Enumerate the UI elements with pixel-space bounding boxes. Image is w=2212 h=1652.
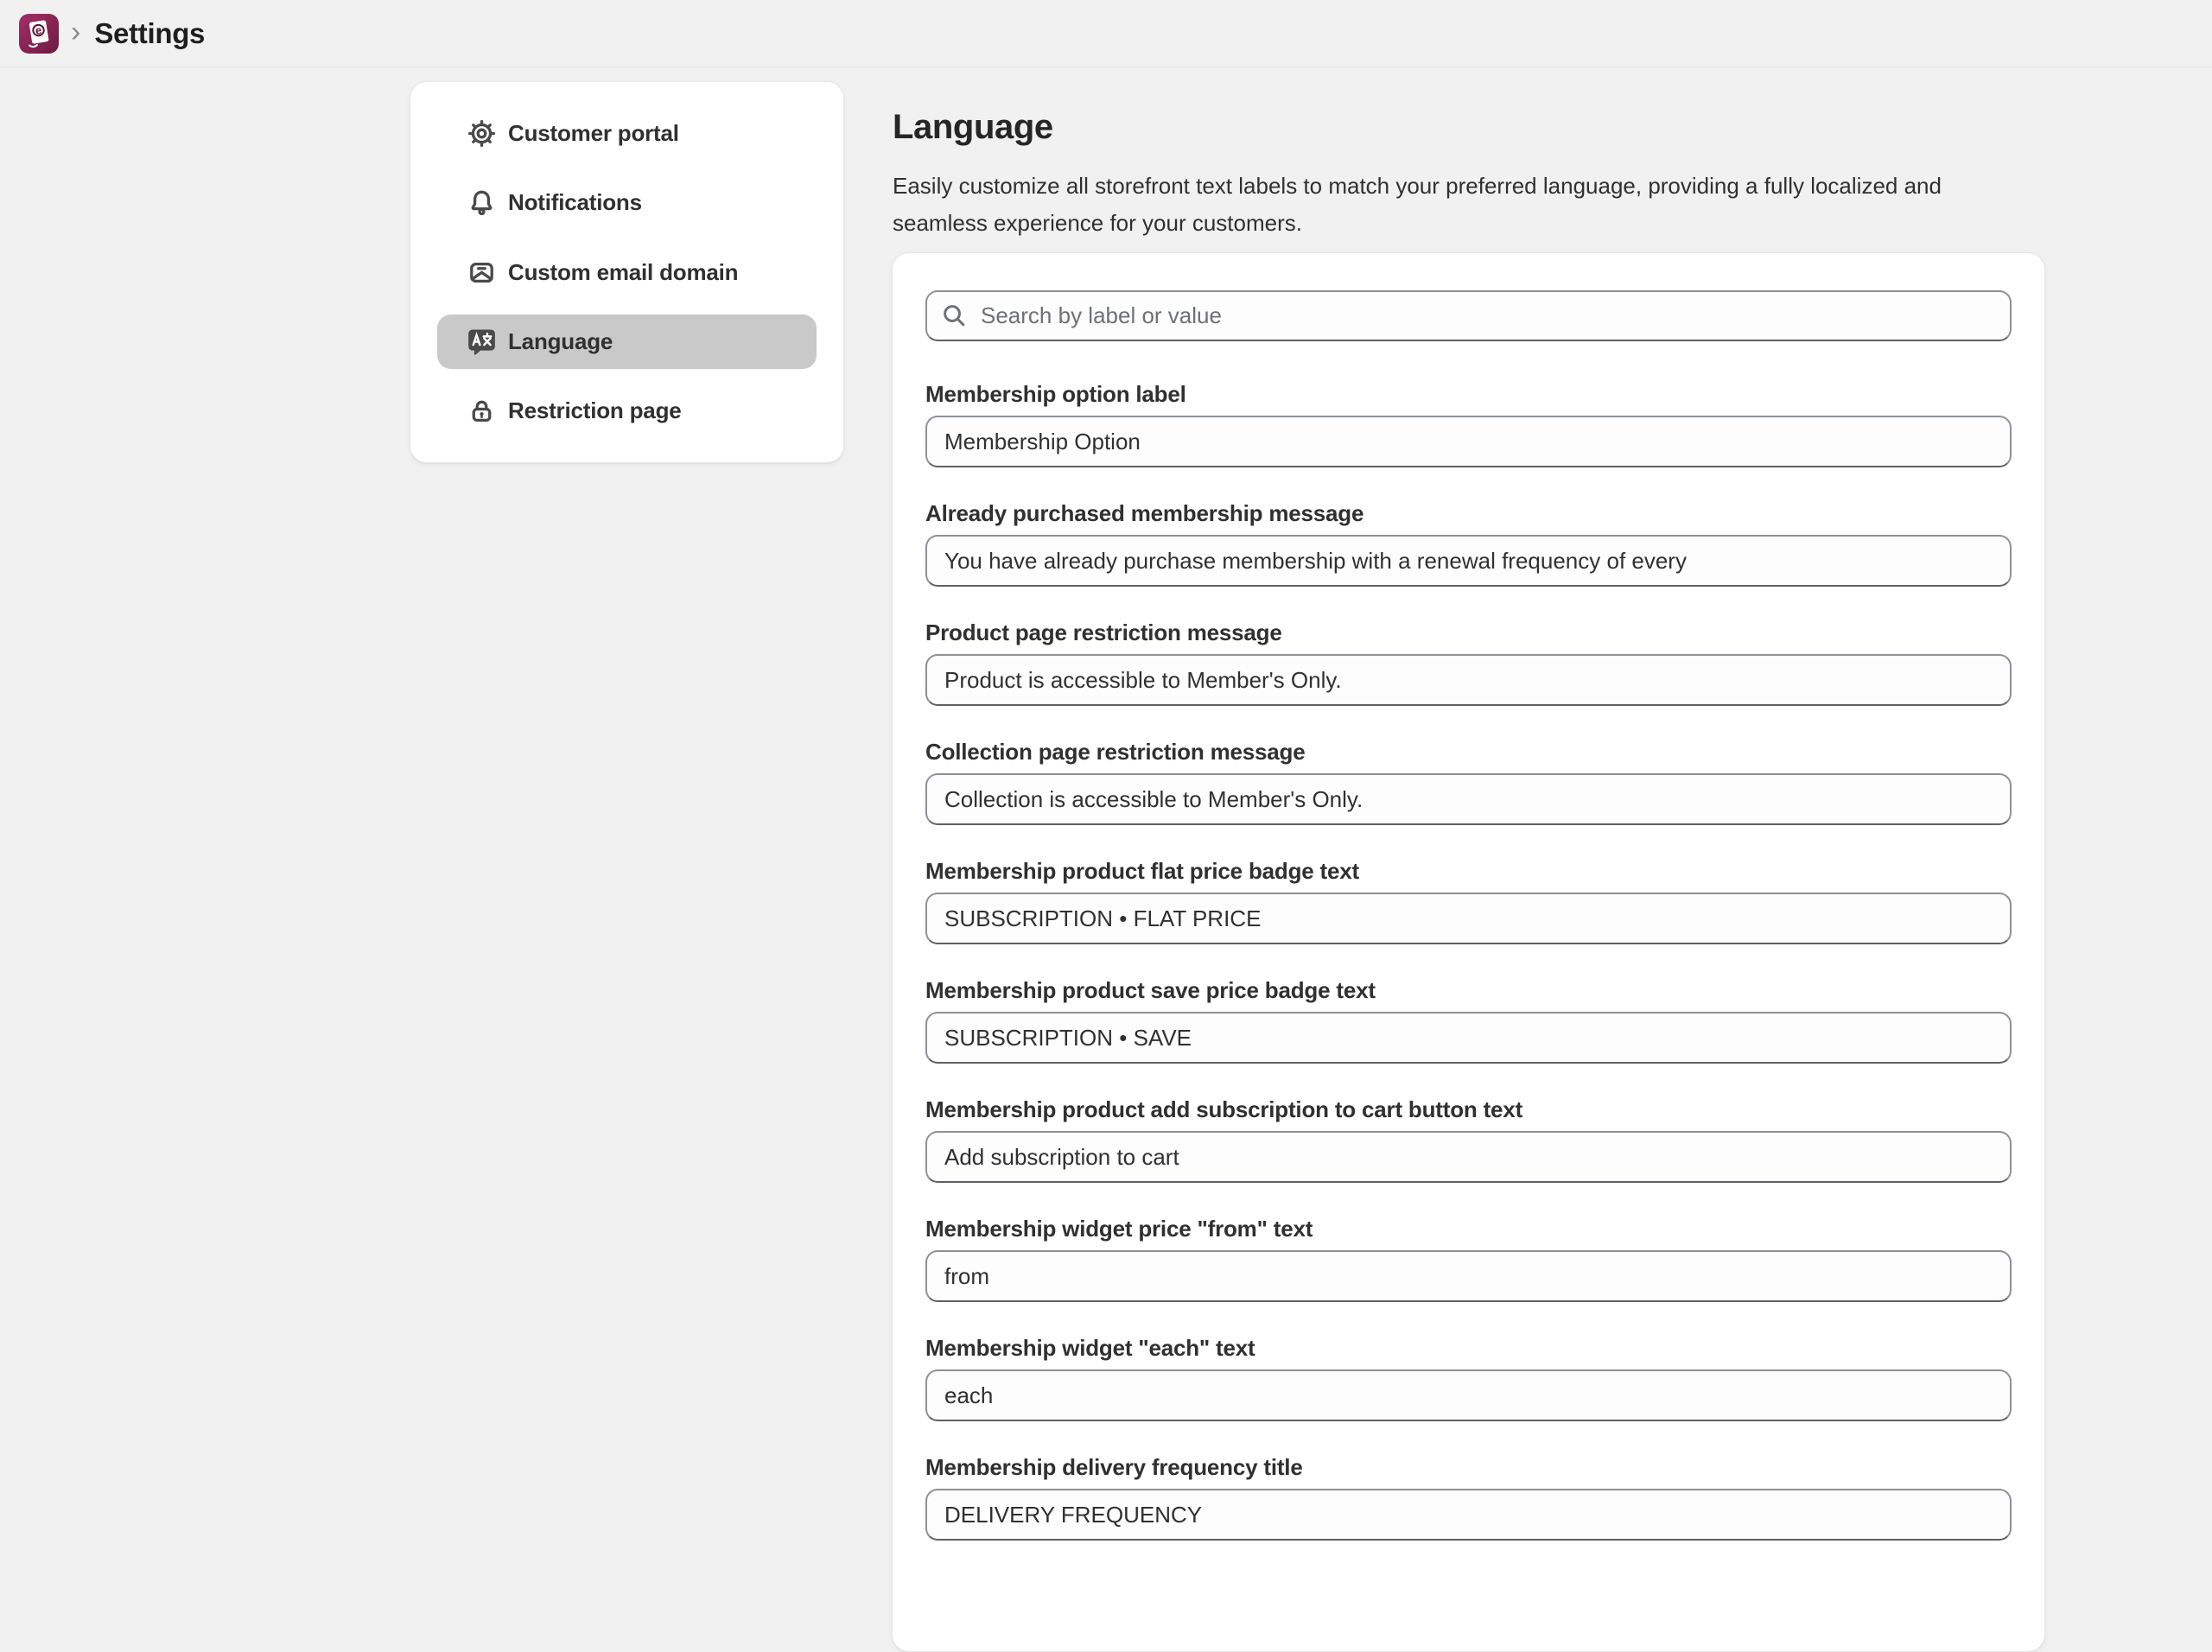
field-group: [925, 381, 2012, 467]
field-input-add-subscription-button[interactable]: [925, 1131, 2012, 1183]
field-input-save-price-badge[interactable]: [925, 1012, 2012, 1064]
field-label: Product page restriction message: [925, 620, 1282, 645]
breadcrumb-page-title: Settings: [94, 16, 206, 49]
field-group: [925, 977, 2012, 1064]
search-bar: [925, 290, 2012, 341]
sidebar-item-label: Custom email domain: [508, 258, 739, 285]
field-group: [925, 620, 2012, 706]
search-input[interactable]: [925, 290, 2012, 341]
email-icon: [467, 258, 496, 287]
top-bar: [0, 0, 2212, 67]
field-input-already-purchased-message[interactable]: [925, 535, 2012, 587]
field-group: [925, 1335, 2012, 1421]
sidebar-item-notifications[interactable]: [437, 175, 817, 229]
field-label: Membership delivery frequency title: [925, 1454, 1303, 1480]
field-group: [925, 1454, 2012, 1541]
page-description: Easily customize all storefront text labels to match your preferred language, providing a fully localized and seamless experience for your customers.: [893, 173, 1942, 236]
sidebar-item-label: Customer portal: [508, 119, 679, 146]
bell-icon: [467, 188, 496, 217]
translate-icon: [467, 327, 496, 356]
field-input-membership-option-label[interactable]: [925, 416, 2012, 467]
sidebar-item-restriction-page[interactable]: [437, 384, 817, 438]
field-label: Membership option label: [925, 381, 1186, 407]
sidebar-item-label: Restriction page: [508, 397, 682, 424]
field-group: [925, 739, 2012, 825]
breadcrumb-chevron-icon: ›: [71, 15, 81, 48]
lock-icon: [467, 397, 496, 425]
field-label: Membership widget price "from" text: [925, 1216, 1313, 1242]
field-input-product-restriction-message[interactable]: [925, 654, 2012, 706]
page-title: Language: [893, 107, 1053, 146]
settings-sidebar: [410, 81, 844, 463]
field-label: Collection page restriction message: [925, 739, 1306, 765]
field-group: [925, 1096, 2012, 1183]
svg-text:e: e: [34, 22, 43, 37]
sidebar-item-label: Notifications: [508, 189, 642, 216]
gear-icon: [467, 119, 496, 148]
field-input-collection-restriction-message[interactable]: [925, 773, 2012, 825]
language-settings-card: [892, 252, 2045, 1652]
field-input-widget-each-text[interactable]: [925, 1369, 2012, 1421]
field-group: [925, 1216, 2012, 1302]
field-label: Membership widget "each" text: [925, 1335, 1255, 1361]
field-input-flat-price-badge[interactable]: [925, 893, 2012, 944]
sidebar-item-customer-portal[interactable]: [437, 106, 817, 160]
sidebar-item-custom-email-domain[interactable]: [437, 245, 817, 299]
sidebar-item-language[interactable]: [437, 315, 817, 368]
field-label: Already purchased membership message: [925, 500, 1364, 526]
field-group: [925, 500, 2012, 587]
sidebar-item-label: Language: [508, 327, 613, 354]
app-logo-icon[interactable]: [19, 14, 59, 54]
field-input-delivery-frequency-title[interactable]: [925, 1489, 2012, 1541]
field-label: Membership product save price badge text: [925, 977, 1376, 1003]
field-label: Membership product flat price badge text: [925, 858, 1359, 884]
field-input-widget-from-text[interactable]: [925, 1250, 2012, 1302]
field-group: [925, 858, 2012, 944]
field-label: Membership product add subscription to cart button text: [925, 1096, 1523, 1122]
